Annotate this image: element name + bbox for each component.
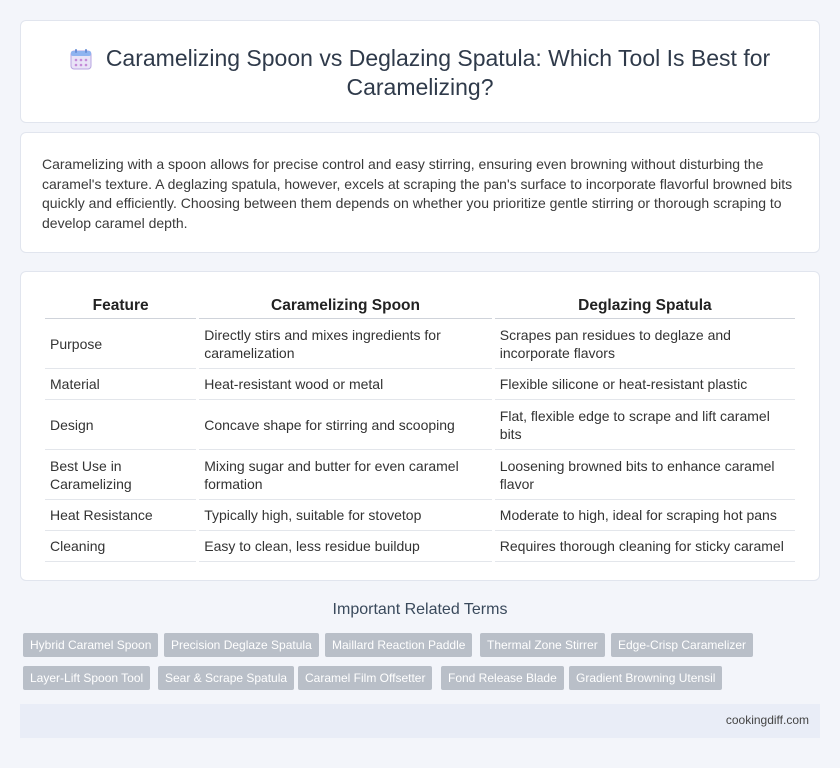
table-row bbox=[45, 319, 795, 369]
page-title: Caramelizing Spoon vs Deglazing Spatula: Which Tool Is Best for Caramelizing? bbox=[105, 45, 771, 100]
row-spoon: Typically high, suitable for stovetop bbox=[199, 500, 492, 531]
tag-sear-scrape-spatula[interactable]: Sear & Scrape Spatula bbox=[158, 666, 294, 690]
header-card bbox=[20, 20, 820, 123]
row-spoon: Easy to clean, less residue buildup bbox=[199, 531, 492, 562]
table-header-row bbox=[45, 295, 795, 319]
row-spatula: Loosening browned bits to enhance caramel flavor bbox=[495, 450, 795, 500]
comparison-card bbox=[20, 271, 820, 581]
row-spatula: Moderate to high, ideal for scraping hot pans bbox=[495, 500, 795, 531]
header-caramelizing-spoon: Caramelizing Spoon bbox=[199, 295, 492, 319]
tag-hybrid-caramel-spoon[interactable]: Hybrid Caramel Spoon bbox=[23, 633, 158, 657]
calendar-icon bbox=[70, 48, 92, 70]
row-feature: Best Use in Caramelizing bbox=[45, 450, 196, 500]
row-feature: Design bbox=[45, 400, 196, 450]
table-row bbox=[45, 369, 795, 400]
tag-maillard-reaction-paddle[interactable]: Maillard Reaction Paddle bbox=[325, 633, 472, 657]
row-spatula: Scrapes pan residues to deglaze and incorporate flavors bbox=[495, 319, 795, 369]
tag-caramel-film-offsetter[interactable]: Caramel Film Offsetter bbox=[298, 666, 432, 690]
row-spatula: Requires thorough cleaning for sticky caramel bbox=[495, 531, 795, 562]
intro-card bbox=[20, 132, 820, 253]
row-feature: Purpose bbox=[45, 319, 196, 369]
tag-thermal-zone-stirrer[interactable]: Thermal Zone Stirrer bbox=[480, 633, 605, 657]
comparison-table bbox=[42, 295, 798, 562]
row-feature: Material bbox=[45, 369, 196, 400]
row-spoon: Mixing sugar and butter for even caramel formation bbox=[199, 450, 492, 500]
tag-fond-release-blade[interactable]: Fond Release Blade bbox=[441, 666, 564, 690]
header-deglazing-spatula: Deglazing Spatula bbox=[495, 295, 795, 319]
tag-precision-deglaze-spatula[interactable]: Precision Deglaze Spatula bbox=[164, 633, 319, 657]
row-feature: Cleaning bbox=[45, 531, 196, 562]
table-row bbox=[45, 531, 795, 562]
table-row bbox=[45, 500, 795, 531]
row-spoon: Concave shape for stirring and scooping bbox=[199, 400, 492, 450]
row-spatula: Flexible silicone or heat-resistant plastic bbox=[495, 369, 795, 400]
footer bbox=[20, 704, 820, 738]
title-wrap bbox=[51, 44, 789, 102]
row-spoon: Directly stirs and mixes ingredients for caramelization bbox=[199, 319, 492, 369]
row-spoon: Heat-resistant wood or metal bbox=[199, 369, 492, 400]
row-feature: Heat Resistance bbox=[45, 500, 196, 531]
tag-layer-lift-spoon-tool[interactable]: Layer-Lift Spoon Tool bbox=[23, 666, 150, 690]
table-row bbox=[45, 450, 795, 500]
header-feature: Feature bbox=[45, 295, 196, 319]
tag-edge-crisp-caramelizer[interactable]: Edge-Crisp Caramelizer bbox=[611, 633, 753, 657]
related-terms-title: Important Related Terms bbox=[332, 601, 508, 618]
table-row bbox=[45, 400, 795, 450]
tag-gradient-browning-utensil[interactable]: Gradient Browning Utensil bbox=[569, 666, 722, 690]
row-spatula: Flat, flexible edge to scrape and lift caramel bits bbox=[495, 400, 795, 450]
footer-site-link[interactable]: cookingdiff.com bbox=[725, 713, 809, 727]
intro-paragraph: Caramelizing with a spoon allows for precise control and easy stirring, ensuring even browning without disturbing the caramel's texture. A deglazing spatula, however, excels at scraping the pan's surface to incorporate flavorful browned bits quickly and efficiently. Choosing between them depends on whether you prioritize gentle stirring or thorough scraping to develop caramel depth. bbox=[42, 156, 793, 231]
